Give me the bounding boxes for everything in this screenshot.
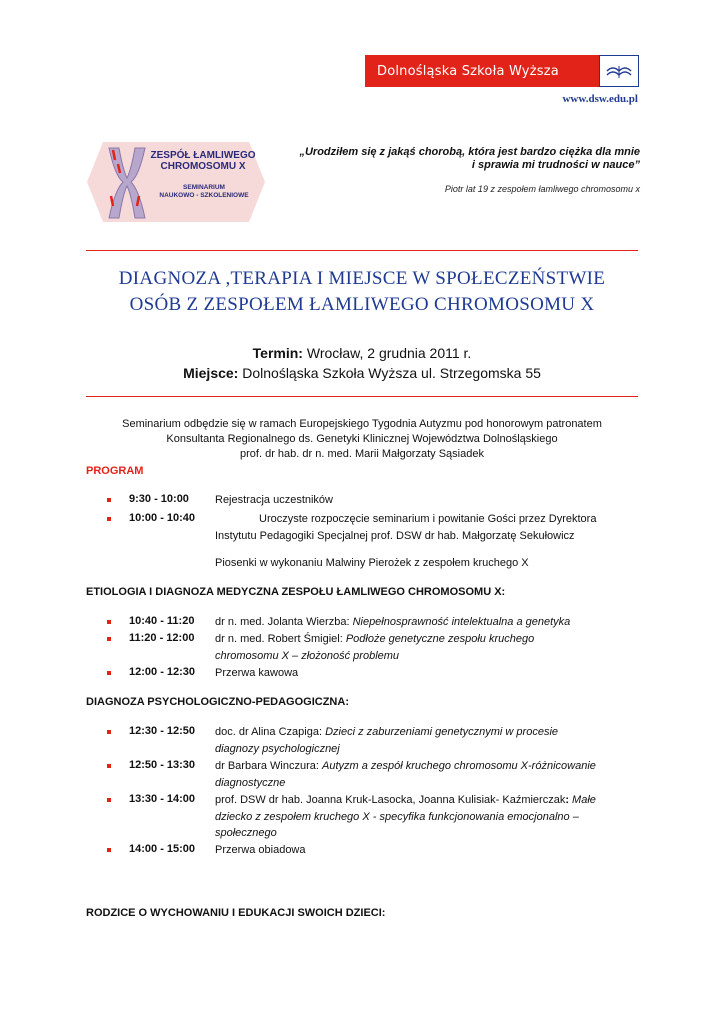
program-item-text: diagnostyczne: [215, 777, 286, 789]
time-slot: 12:00 - 12:30: [129, 666, 196, 678]
quote-author: Piotr lat 19 z zespołem łamliwego chromosomu x: [444, 184, 640, 194]
song-note: Piosenki w wykonaniu Malwiny Pierożek z zespołem kruchego X: [215, 557, 529, 569]
bullet-icon: [107, 798, 111, 802]
termin-line: Termin: Wrocław, 2 grudnia 2011 r.: [252, 345, 472, 361]
program-item-text: dr Barbara Winczura: Autyzm a zespół kruchego chromosomu X-różnicowanie: [215, 760, 596, 772]
bullet-icon: [107, 517, 111, 521]
time-slot: 10:40 - 11:20: [129, 615, 195, 627]
program-item-text: Instytutu Pedagogiki Specjalnej prof. DSW dr hab. Małgorzatę Sekułowicz: [215, 530, 575, 542]
intro-text: Seminarium odbędzie się w ramach Europejskiego Tygodnia Autyzmu pod honorowym patronatem Konsultanta Regionalnego ds. Genetyki Klinicznej Województwa Dolnośląskiego prof. dr hab. dr n. med. Marii Małgorzaty Sąsiadek: [122, 418, 602, 460]
bullet-icon: [107, 637, 111, 641]
time-slot: 14:00 - 15:00: [129, 843, 196, 855]
open-book-icon: [599, 55, 639, 87]
time-slot: 12:30 - 12:50: [129, 725, 196, 737]
school-name: Dolnośląska Szkoła Wyższa: [377, 63, 559, 79]
bullet-icon: [107, 671, 111, 675]
miejsce-line: Miejsce: Dolnośląska Szkoła Wyższa ul. Strzegomska 55: [183, 365, 541, 381]
bullet-icon: [107, 620, 111, 624]
program-item-text: dziecko z zespołem kruchego X - specyfika funkcjonowania emocjonalno –: [215, 811, 579, 823]
bullet-icon: [107, 498, 111, 502]
program-item-text: Rejestracja uczestników: [215, 494, 333, 506]
quote: „Urodziłem się z jakąś chorobą, która jest bardzo ciężka dla mnie i sprawia mi trudności w nauce”: [299, 146, 640, 171]
school-logo-bar: [365, 55, 639, 87]
time-slot: 10:00 - 10:40: [129, 512, 196, 524]
page-title: DIAGNOZA ,TERAPIA I MIEJSCE W SPOŁECZEŃSTWIE OSÓB Z ZESPOŁEM ŁAMLIWEGO CHROMOSOMU X: [118, 268, 606, 315]
program-item-text: dr n. med. Robert Śmigiel: Podłoże genetyczne zespołu kruchego: [215, 633, 535, 645]
bullet-icon: [107, 730, 111, 734]
program-item-text: prof. DSW dr hab. Joanna Kruk-Lasocka, Joanna Kulisiak- Kaźmierczak: Małe: [215, 794, 596, 806]
program-item-text: Przerwa obiadowa: [215, 844, 306, 856]
divider: [86, 396, 638, 397]
time-slot: 13:30 - 14:00: [129, 793, 196, 805]
time-slot: 12:50 - 13:30: [129, 759, 196, 771]
program-item-text: społecznego: [215, 827, 277, 839]
school-url: www.dsw.edu.pl: [562, 93, 638, 105]
divider: [86, 250, 638, 251]
program-heading: PROGRAM: [86, 465, 144, 477]
time-slot: 9:30 - 10:00: [129, 493, 189, 505]
section-heading: DIAGNOZA PSYCHOLOGICZNO-PEDAGOGICZNA:: [86, 696, 349, 708]
program-item-text: Przerwa kawowa: [215, 667, 299, 679]
logo-title: ZESPÓŁ ŁAMLIWEGO CHROMOSOMU X: [150, 150, 256, 172]
program-item-text: diagnozy psychologicznej: [215, 743, 340, 755]
bullet-icon: [107, 764, 111, 768]
program-item-text: Uroczyste rozpoczęcie seminarium i powitanie Gości przez Dyrektora: [259, 513, 597, 525]
program-item-text: doc. dr Alina Czapiga: Dzieci z zaburzeniami genetycznymi w procesie: [215, 726, 559, 738]
section-heading: ETIOLOGIA I DIAGNOZA MEDYCZNA ZESPOŁU ŁAMLIWEGO CHROMOSOMU X:: [86, 586, 506, 598]
time-slot: 11:20 - 12:00: [129, 632, 195, 644]
program-item-text: dr n. med. Jolanta Wierzba: Niepełnosprawność intelektualna a genetyka: [215, 616, 571, 628]
program-item-text: chromosomu X – złożoność problemu: [215, 650, 400, 662]
logo-subtitle: SEMINARIUM NAUKOWO - SZKOLENIOWE: [159, 184, 249, 199]
bullet-icon: [107, 848, 111, 852]
section-heading: RODZICE O WYCHOWANIU I EDUKACJI SWOICH DZIECI:: [86, 907, 386, 919]
